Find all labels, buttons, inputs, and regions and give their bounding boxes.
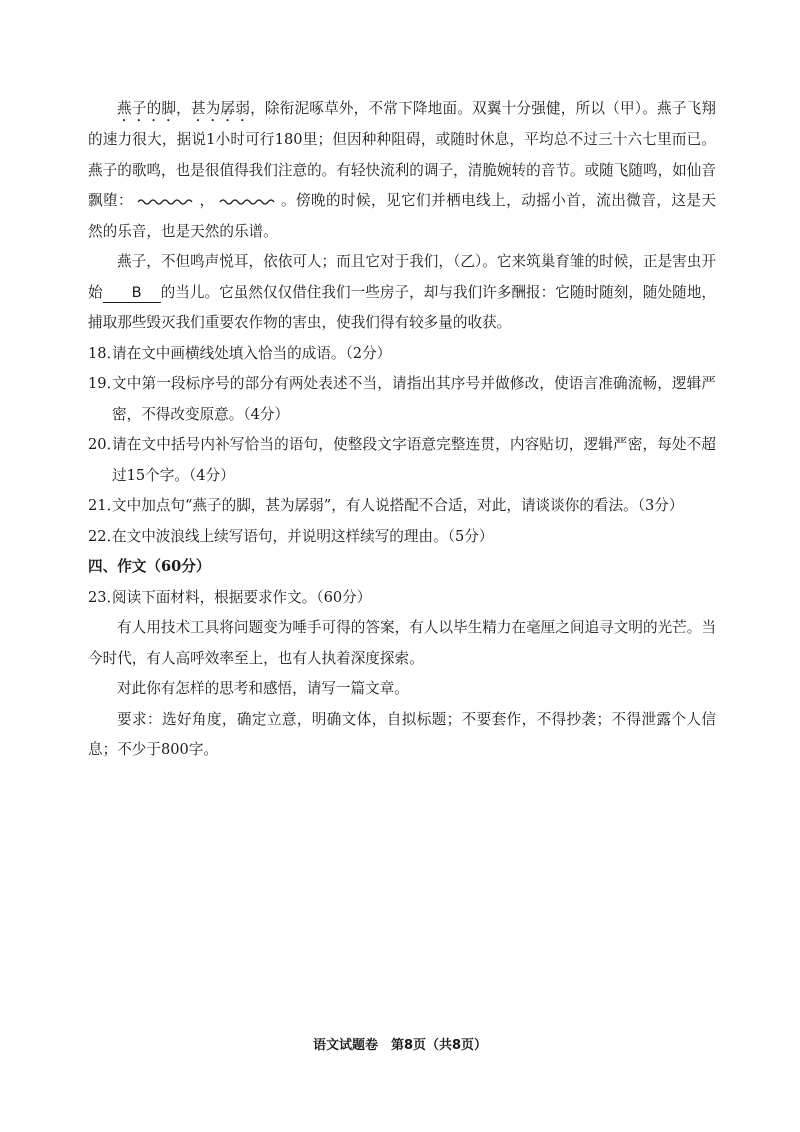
passage-p1-separator: ， [199,192,215,209]
essay-material: 有人用技术工具将问题变为唾手可得的答案，有人以毕生精力在毫厘之间追寻文明的光芒。当今时代，有人高呼效率至上，也有人执着深度探索。 [88,619,716,667]
section-heading: 四、作文（60分） [88,558,211,575]
passage-paragraph-2 [88,247,716,339]
passage-p1-text-a: ，除衔泥啄草外，不常下降地面。双翼十分强健，所以（甲）。燕子飞翔的速力很大，据说1小时可行180里；但因种种阻碍，或随时休息，平均总不过三十六七里而已。燕子的歌鸣，也是很值得我们注意的。有轻快流利的调子，清脆婉转的音节。或随飞随鸣，如仙音飘堕： [88,100,716,209]
question-text: 请在文中画横线处填入恰当的成语。（2分） [112,344,392,362]
passage-p2-text-a: 燕子，不但鸣声悦耳，依依可人；而且它对于我们，（乙）。它来筑巢育雏的时候，正是害虫开始 [88,253,716,301]
question-22 [88,522,716,553]
question-number: 21． [88,497,122,514]
question-23 [88,583,716,614]
question-number: 23． [88,588,122,606]
question-text: 在文中波浪线上续写语句，并说明这样续写的理由。（5分） [112,527,494,545]
question-21 [88,491,716,522]
question-text: 文中第一段标序号的部分有两处表述不当，请指出其序号并做修改，使语言准确流畅，逻辑严密，不得改变原意。（4分） [112,375,716,423]
page-content [88,94,716,766]
passage-paragraph-1 [88,94,716,247]
question-20 [88,430,716,491]
question-number: 20． [88,436,122,453]
essay-requirements: 要求：选好角度，确定立意，明确文体，自拟标题；不要套作，不得抄袭；不得泄露个人信息；不少于800字。 [88,710,716,758]
passage-p1-text-b: 。傍晚的时候，见它们并栖电线上，动摇小首，流出微音，这是天然的乐音，也是天然的乐谱。 [88,192,716,240]
question-number: 18． [88,344,122,362]
question-text: 请在文中括号内补写恰当的语句，使整段文字语意完整连贯，内容贴切，逻辑严密，每处不超过15个字。（4分） [112,436,716,484]
essay-prompt: 对此你有怎样的思考和感悟，请写一篇文章。 [117,680,409,697]
wavy-blank-2 [219,195,277,207]
wavy-blank-1 [137,195,195,207]
question-text: 阅读下面材料，根据要求作文。（60分） [112,588,372,606]
question-19 [88,369,716,430]
page-footer: 语文试题卷 第8页（共8页） [312,1038,488,1053]
underlined-blank-b: B [103,284,161,303]
passage-p2-text-b: 的当儿。它虽然仅仅借住我们一些房子，却与我们许多酬报：它随时随刻，随处随地，捕取那些毁灭我们重要农作物的害虫，使我们得有较多量的收获。 [88,283,716,331]
question-18 [88,339,716,370]
question-number: 22． [88,527,122,545]
question-number: 19． [88,375,122,392]
question-text: 文中加点句“燕子的脚，甚为孱弱”，有人说搭配不合适，对此，请谈谈你的看法。（3分） [112,497,684,514]
dotted-sentence: 燕子的脚，甚为孱弱 [117,100,251,117]
